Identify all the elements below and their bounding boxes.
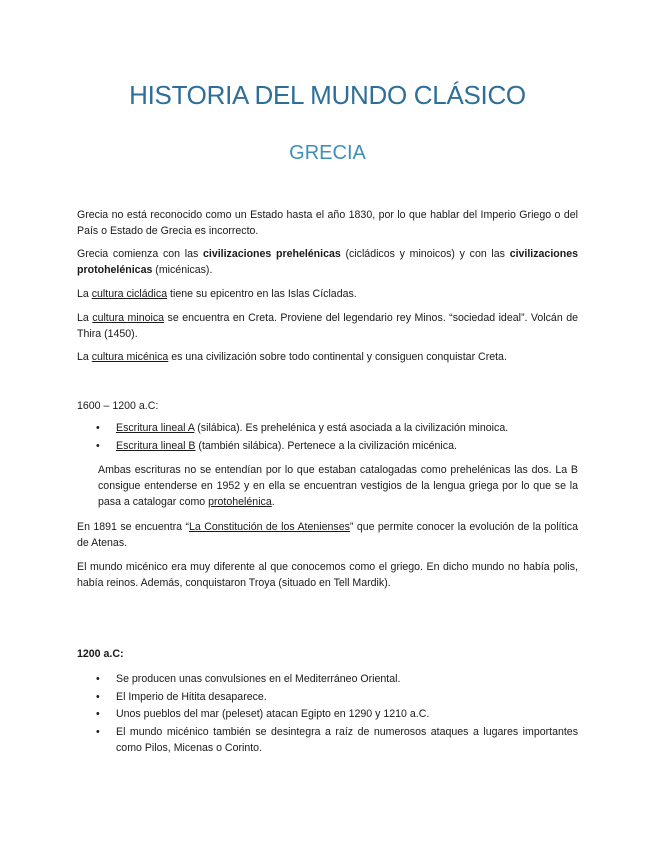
paragraph-7: El mundo micénico era muy diferente al que conocemos como el griego. En dicho mundo no había polis, había reinos. Además, conquistaron Troya (situado en Tell Mardik). — [77, 561, 578, 589]
list-item: • Escritura lineal A (silábica). Es prehelénica y está asociada a la civilización minoica. — [96, 422, 509, 434]
list-item: • El Imperio de Hitita desaparece. — [96, 691, 267, 703]
bullet-icon: • — [96, 726, 100, 738]
bullet-icon: • — [96, 691, 100, 703]
bullet-icon: • — [96, 422, 100, 434]
paragraph-4: La cultura minoica se encuentra en Creta. Proviene del legendario rey Minos. “sociedad ideal”. Volcán de Thira (1450). — [77, 312, 578, 340]
section-1-heading: 1600 – 1200 a.C: — [77, 400, 159, 412]
note-paragraph: Ambas escrituras no se entendían por lo que estaban catalogadas como prehelénicas las dos. La B consigue entenderse en 1952 y en ella se encuentran vestigios de la lengua griega por lo que se la pasa a catalogar como protohelénica. — [98, 464, 578, 508]
bullet-icon: • — [96, 673, 100, 685]
document-subtitle: GRECIA — [289, 142, 366, 164]
bullet-icon: • — [96, 708, 100, 720]
paragraph-2: Grecia comienza con las civilizaciones prehelénicas (cicládicos y minoicos) y con las civilizaciones protohelénicas (micénicas). — [77, 248, 578, 276]
paragraph-3: La cultura cicládica tiene su epicentro en las Islas Cícladas. — [77, 288, 357, 300]
paragraph-5: La cultura micénica es una civilización sobre todo continental y consiguen conquistar Creta. — [77, 351, 507, 363]
document-title: HISTORIA DEL MUNDO CLÁSICO — [129, 80, 526, 110]
list-item: • El mundo micénico también se desintegra a raíz de numerosos ataques a lugares importantes como Pilos, Micenas o Corinto. — [96, 726, 578, 754]
paragraph-1: Grecia no está reconocido como un Estado hasta el año 1830, por lo que hablar del Imperio Griego o del País o Estado de Grecia es incorrecto. — [77, 209, 578, 237]
paragraph-6: En 1891 se encuentra “La Constitución de los Atenienses” que permite conocer la evolución de la política de Atenas. — [77, 521, 578, 549]
list-item: • Unos pueblos del mar (peleset) atacan Egipto en 1290 y 1210 a.C. — [96, 708, 430, 720]
list-item: • Escritura lineal B (también silábica). Pertenece a la civilización micénica. — [96, 440, 457, 452]
list-item: • Se producen unas convulsiones en el Mediterráneo Oriental. — [96, 673, 401, 685]
bullet-icon: • — [96, 440, 100, 452]
section-2-heading: 1200 a.C: — [77, 648, 124, 660]
